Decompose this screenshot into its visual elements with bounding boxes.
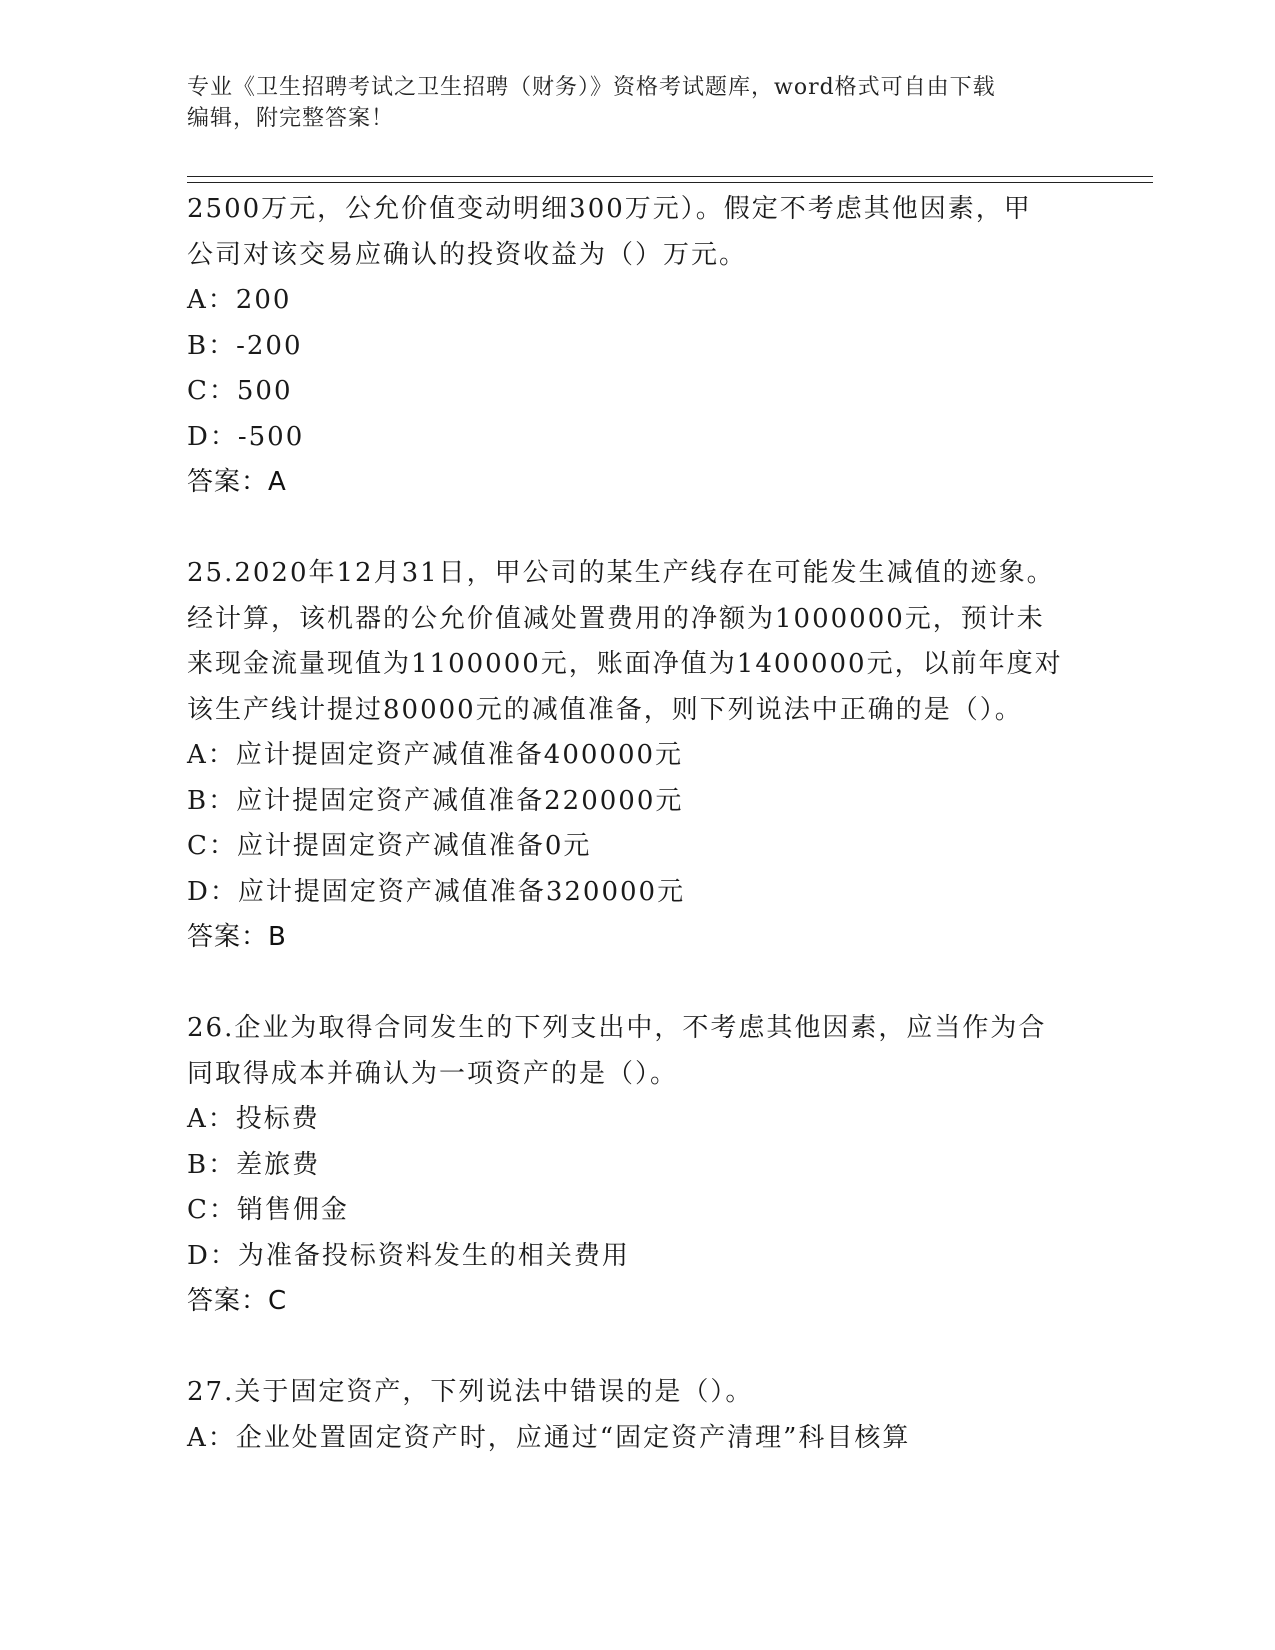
question-spacer [187, 1325, 1087, 1371]
option-b: B：-200 [187, 330, 303, 361]
question-stem-line: 同取得成本并确认为一项资产的是（）。 [187, 1058, 679, 1089]
option-a: A：企业处置固定资产时，应通过“固定资产清理”科目核算 [187, 1422, 911, 1453]
question-27 [187, 1370, 1087, 1461]
question-content [187, 187, 1087, 1461]
header-line-1: 专业《卫生招聘考试之卫生招聘（财务）》资格考试题库，word格式可自由下载 [187, 75, 996, 100]
option-b: B：差旅费 [187, 1149, 321, 1180]
question-24 [187, 187, 1087, 506]
question-stem-line: 该生产线计提过80000元的减值准备，则下列说法中正确的是（）。 [187, 694, 1023, 725]
question-stem-line: 25.2020年12月31日，甲公司的某生产线存在可能发生减值的迹象。 [187, 558, 1055, 588]
option-c: C：应计提固定资产减值准备0元 [187, 831, 592, 861]
header-divider-top [187, 176, 1153, 177]
question-stem-line: 经计算，该机器的公允价值减处置费用的净额为1000000元，预计未 [187, 603, 1045, 634]
header-line-2: 编辑，附完整答案！ [187, 106, 395, 131]
question-26 [187, 1006, 1087, 1325]
question-stem-line: 来现金流量现值为1100000元，账面净值为1400000元，以前年度对 [187, 649, 1063, 679]
option-a: A：应计提固定资产减值准备400000元 [187, 740, 684, 770]
option-d: D：应计提固定资产减值准备320000元 [187, 876, 686, 907]
option-d: D：-500 [187, 421, 305, 452]
answer-label: 答案：B [187, 922, 287, 952]
question-25 [187, 551, 1087, 961]
option-a: A：200 [187, 285, 292, 315]
answer-label: 答案：A [187, 467, 287, 497]
option-c: C：销售佣金 [187, 1195, 349, 1225]
option-a: A：投标费 [187, 1104, 320, 1134]
header-divider-bottom [187, 182, 1153, 183]
question-stem-line: 公司对该交易应确认的投资收益为（）万元。 [187, 239, 748, 270]
question-stem-line: 27.关于固定资产，下列说法中错误的是（）。 [187, 1377, 754, 1407]
document-header [187, 72, 1067, 134]
answer-label: 答案：C [187, 1286, 288, 1316]
option-d: D：为准备投标资料发生的相关费用 [187, 1240, 630, 1271]
question-spacer [187, 961, 1087, 1007]
question-spacer [187, 506, 1087, 552]
option-c: C：500 [187, 376, 293, 406]
option-b: B：应计提固定资产减值准备220000元 [187, 785, 684, 816]
question-stem-line: 26.企业为取得合同发生的下列支出中，不考虑其他因素，应当作为合 [187, 1013, 1047, 1043]
question-stem-line: 2500万元，公允价值变动明细300万元）。假定不考虑其他因素，甲 [187, 194, 1032, 224]
